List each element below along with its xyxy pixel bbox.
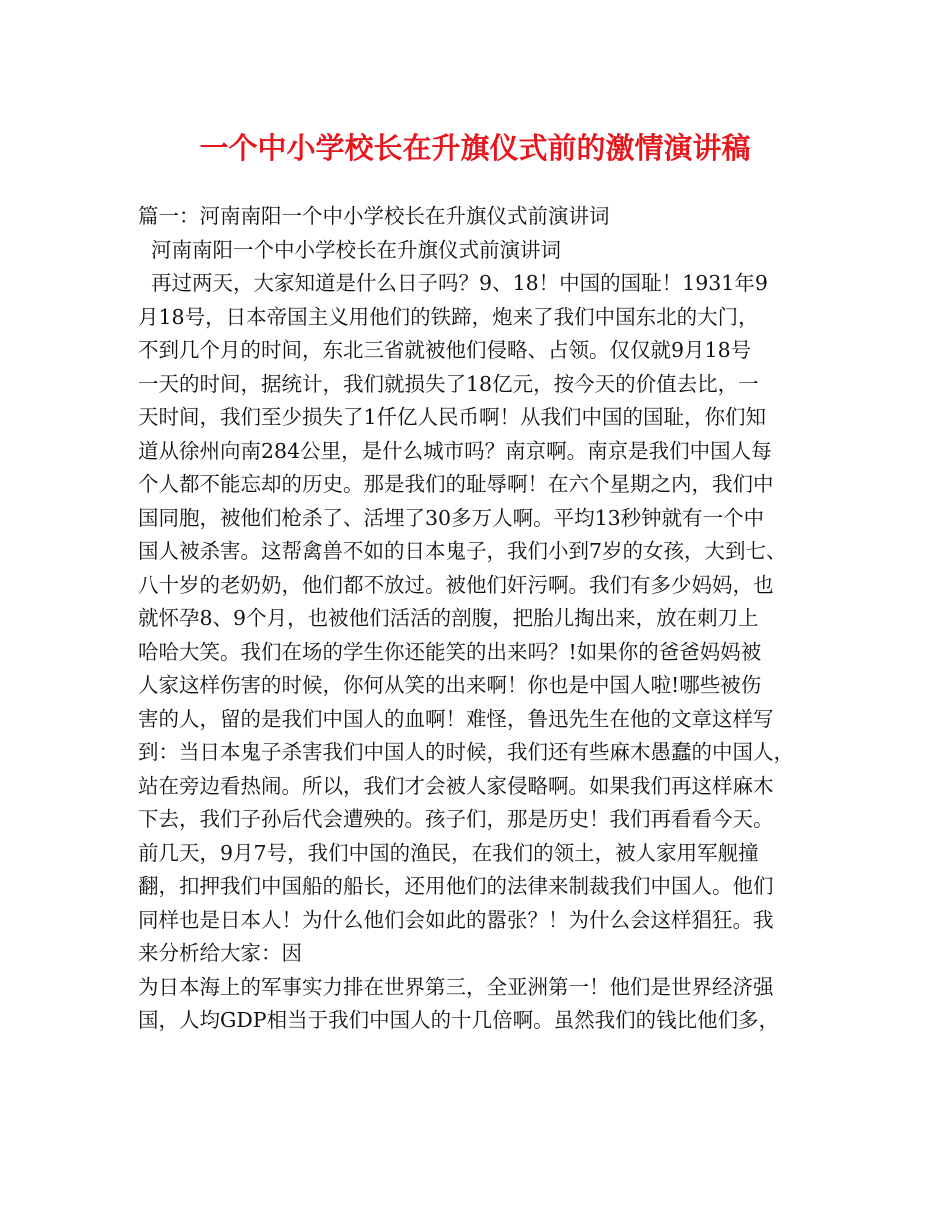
body-line: 下去，我们子孙后代会遭殃的。孩子们，那是历史！我们再看看今天。: [138, 807, 774, 831]
body-line: 篇一：河南南阳一个中小学校长在升旗仪式前演讲词: [138, 204, 610, 228]
document-title: 一个中小学校长在升旗仪式前的激情演讲稿: [199, 131, 751, 165]
body-line: 人家这样伤害的时候，你何从笑的出来啊！你也是中国人啦!哪些被伤: [138, 673, 762, 697]
body-line: 八十岁的老奶奶，他们都不放过。被他们奸污啊。我们有多少妈妈，也: [138, 572, 774, 597]
body-line: 害的人，留的是我们中国人的血啊！难怪，鲁迅先生在他的文章这样写: [138, 706, 774, 731]
body-line: 个人都不能忘却的历史。那是我们的耻辱啊！在六个星期之内，我们中: [138, 472, 774, 496]
body-line: 翻，扣押我们中国船的船长，还用他们的法律来制裁我们中国人。他们: [138, 874, 774, 898]
body-line: 一天的时间，据统计，我们就损失了18亿元，按今天的价值去比，一: [138, 371, 759, 396]
body-line: 再过两天，大家知道是什么日子吗？9、18！中国的国耻！1931年9: [138, 271, 768, 295]
document-body: [138, 200, 838, 1038]
body-line: 来分析给大家：因: [138, 941, 302, 965]
body-line: 道从徐州向南284公里，是什么城市吗？南京啊。南京是我们中国人每: [138, 438, 772, 463]
body-line: 前几天，9月7号，我们中国的渔民，在我们的领土，被人家用军舰撞: [138, 840, 759, 865]
body-line: 哈哈大笑。我们在场的学生你还能笑的出来吗？!如果你的爸爸妈妈被: [138, 639, 762, 664]
body-line: 国人被杀害。这帮禽兽不如的日本鬼子，我们小到7岁的女孩，大到七、: [138, 539, 787, 563]
body-line: 为日本海上的军事实力排在世界第三，全亚洲第一！他们是世界经济强: [138, 974, 774, 999]
body-line: 就怀孕8、9个月，也被他们活活的剖腹，把胎儿掏出来，放在刺刀上: [138, 606, 759, 630]
body-line: 不到几个月的时间，东北三省就被他们侵略、占领。仅仅就9月18号: [138, 338, 752, 362]
body-line: 国同胞，被他们枪杀了、活埋了30多万人啊。平均13秒钟就有一个中: [138, 505, 765, 530]
body-line: 同样也是日本人！为什么他们会如此的嚣张？！为什么会这样猖狂。我: [138, 907, 774, 932]
body-line: 国，人均GDP相当于我们中国人的十几倍啊。虽然我们的钱比他们多，: [138, 1008, 780, 1032]
body-line: 月18号，日本帝国主义用他们的铁蹄，炮来了我们中国东北的大门，: [138, 304, 759, 329]
body-line: 到：当日本鬼子杀害我们中国人的时候，我们还有些麻木愚蠢的中国人，: [138, 740, 794, 764]
body-line: 河南南阳一个中小学校长在升旗仪式前演讲词: [138, 237, 562, 262]
body-line: 天时间，我们至少损失了1仟亿人民币啊！从我们中国的国耻，你们知: [138, 405, 767, 429]
body-line: 站在旁边看热闹。所以，我们才会被人家侵略啊。如果我们再这样麻木: [138, 773, 774, 798]
